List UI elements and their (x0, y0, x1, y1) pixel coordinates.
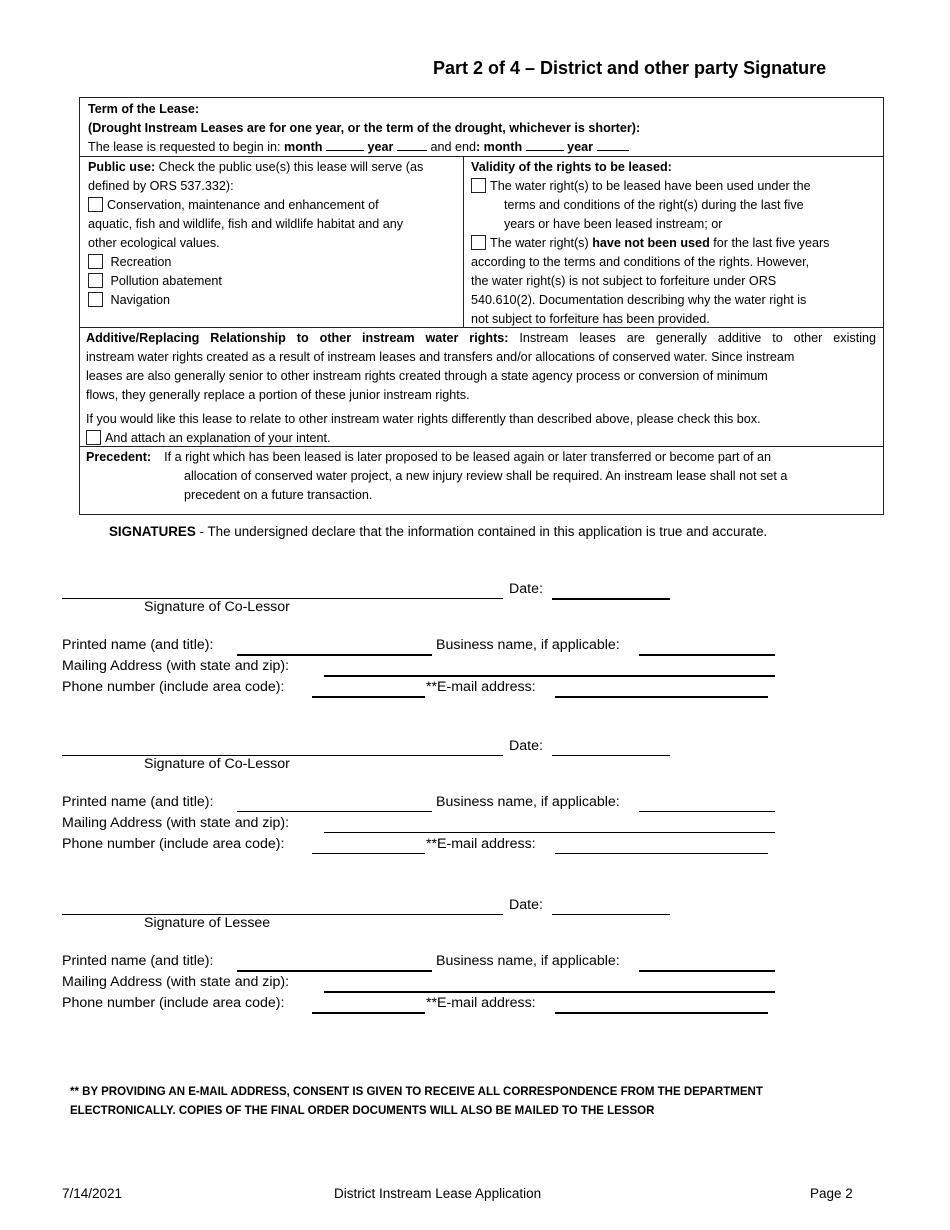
signature-line[interactable] (62, 584, 503, 599)
mailing-address-field[interactable] (324, 661, 775, 677)
phone-field[interactable] (312, 839, 425, 854)
recreation-label: Recreation (110, 255, 172, 269)
phone-field[interactable] (312, 682, 425, 698)
date-field[interactable] (552, 900, 670, 915)
printed-name-label: Printed name (and title): (62, 953, 214, 969)
used-rights-checkbox[interactable] (471, 178, 486, 193)
used-rights-label-3: years or have been leased instream; or (504, 217, 723, 231)
mailing-address-field[interactable] (324, 818, 775, 833)
begin-month-field[interactable] (326, 138, 364, 151)
end-year-label: year (567, 140, 594, 154)
conservation-label-3: other ecological values. (88, 236, 220, 250)
additive-line-3: leases are also generally senior to other instream rights created through a state agency process or conversion of minimum (86, 369, 768, 383)
footer-title: District Instream Lease Application (334, 1186, 542, 1201)
signature-caption: Signature of Co-Lessor (144, 756, 290, 772)
end-year-field[interactable] (597, 138, 629, 151)
validity-section (471, 158, 879, 329)
end-month-field[interactable] (526, 138, 564, 151)
printed-name-field[interactable] (237, 956, 432, 972)
signature-line[interactable] (62, 900, 503, 915)
email-label: **E-mail address: (426, 995, 536, 1011)
validity-heading: Validity of the rights to be leased: (471, 160, 672, 174)
end-month-label: : month (475, 140, 523, 154)
precedent-line-3: precedent on a future transaction. (184, 488, 373, 502)
business-name-field[interactable] (639, 956, 775, 972)
phone-label: Phone number (include area code): (62, 679, 285, 695)
signature-line[interactable] (62, 741, 503, 756)
declaration-text: - The undersigned declare that the information contained in this application is true and accurate. (195, 524, 768, 539)
signatures-declaration (109, 524, 767, 539)
email-field[interactable] (555, 839, 768, 854)
term-of-lease-section (80, 98, 891, 158)
public-use-intro-2: defined by ORS 537.332): (88, 179, 234, 193)
divider (80, 156, 883, 157)
printed-name-field[interactable] (237, 640, 432, 656)
precedent-heading: Precedent: (86, 450, 152, 464)
email-label: **E-mail address: (426, 836, 536, 852)
end-label: and end (430, 140, 476, 154)
conservation-label-2: aquatic, fish and wildlife, fish and wildlife habitat and any (88, 217, 404, 231)
additive-line-4: flows, they generally replace a portion of these junior instream rights. (86, 388, 470, 402)
footer-date: 7/14/2021 (62, 1186, 123, 1201)
mailing-address-label: Mailing Address (with state and zip): (62, 658, 290, 674)
additive-line-1: Instream leases are generally additive to other existing (508, 331, 877, 345)
printed-name-label: Printed name (and title): (62, 794, 214, 810)
date-label: Date: (509, 738, 543, 754)
printed-name-field[interactable] (237, 797, 432, 812)
term-dates-row (88, 138, 883, 157)
phone-label: Phone number (include area code): (62, 995, 285, 1011)
different-relationship-label: And attach an explanation of your intent. (105, 431, 331, 445)
business-name-field[interactable] (639, 797, 775, 812)
email-consent-notice (70, 1083, 790, 1121)
begin-label: The lease is requested to begin in: (88, 140, 285, 154)
additive-section (86, 329, 876, 448)
divider (80, 446, 883, 447)
mailing-address-field[interactable] (324, 977, 775, 993)
not-used-rights-checkbox[interactable] (471, 235, 486, 250)
begin-year-label: year (367, 140, 394, 154)
mailing-address-label: Mailing Address (with state and zip): (62, 974, 290, 990)
precedent-line-1: If a right which has been leased is later proposed to be leased again or later transferred or become part of an (164, 450, 772, 464)
divider (463, 156, 464, 327)
precedent-line-2: allocation of conserved water project, a new injury review shall be required. An instream lease shall not set a (184, 469, 788, 483)
public-use-heading: Public use: (88, 160, 156, 174)
business-name-label: Business name, if applicable: (436, 637, 620, 653)
public-use-section (88, 158, 460, 310)
public-use-intro: Check the public use(s) this lease will serve (as (155, 160, 424, 174)
conservation-checkbox[interactable] (88, 197, 103, 212)
conservation-label: Conservation, maintenance and enhancement of (107, 198, 379, 212)
date-field[interactable] (552, 741, 670, 756)
not-used-label-5: not subject to forfeiture has been provided. (471, 312, 710, 326)
footer-page-number: Page 2 (810, 1186, 853, 1201)
divider (80, 327, 883, 328)
additive-line-5: If you would like this lease to relate to other instream water rights differently than described above, please check this box. (86, 412, 761, 426)
printed-name-label: Printed name (and title): (62, 637, 214, 653)
declaration-bold: SIGNATURES (109, 524, 196, 539)
used-rights-label: The water right(s) to be leased have been used under the (490, 179, 811, 193)
email-label: **E-mail address: (426, 679, 536, 695)
term-heading: Term of the Lease: (88, 102, 200, 116)
email-field[interactable] (555, 682, 768, 698)
business-name-label: Business name, if applicable: (436, 953, 620, 969)
date-label: Date: (509, 897, 543, 913)
different-relationship-checkbox[interactable] (86, 430, 101, 445)
not-used-label-2: according to the terms and conditions of the rights. However, (471, 255, 810, 269)
signature-caption: Signature of Lessee (144, 915, 271, 931)
email-field[interactable] (555, 998, 768, 1014)
not-used-label-pre: The water right(s) (490, 236, 593, 250)
additive-heading: Additive/Replacing Relationship to other instream water rights: (86, 331, 509, 345)
recreation-checkbox[interactable] (88, 254, 103, 269)
navigation-label: Navigation (110, 293, 171, 307)
begin-month-label: month (284, 140, 323, 154)
navigation-checkbox[interactable] (88, 292, 103, 307)
additive-line-2: instream water rights created as a result of instream leases and transfers and/or allocations of conserved water. Since instream (86, 350, 795, 364)
precedent-section (86, 448, 876, 505)
business-name-field[interactable] (639, 640, 775, 656)
not-used-label-bold: have not been used (592, 236, 710, 250)
lease-terms-table (79, 97, 884, 515)
used-rights-label-2: terms and conditions of the right(s) during the last five (504, 198, 804, 212)
signature-caption: Signature of Co-Lessor (144, 599, 290, 615)
not-used-label-3: the water right(s) is not subject to forfeiture under ORS (471, 274, 777, 288)
business-name-label: Business name, if applicable: (436, 794, 620, 810)
not-used-label-4: 540.610(2). Documentation describing why the water right is (471, 293, 807, 307)
pollution-abatement-checkbox[interactable] (88, 273, 103, 288)
mailing-address-label: Mailing Address (with state and zip): (62, 815, 290, 831)
date-field[interactable] (552, 584, 670, 600)
phone-field[interactable] (312, 998, 425, 1014)
term-subheading: (Drought Instream Leases are for one year, or the term of the drought, whichever is shorter): (88, 121, 641, 135)
begin-year-field[interactable] (397, 138, 427, 151)
notice-line-2: ELECTRONICALLY. COPIES OF THE FINAL ORDER DOCUMENTS WILL ALSO BE MAILED TO THE LESSOR (70, 1105, 655, 1117)
page-title: Part 2 of 4 – District and other party Signature (433, 58, 827, 78)
not-used-label-post: for the last five years (709, 236, 830, 250)
phone-label: Phone number (include area code): (62, 836, 285, 852)
pollution-abatement-label: Pollution abatement (110, 274, 222, 288)
date-label: Date: (509, 581, 543, 597)
notice-line-1: ** BY PROVIDING AN E-MAIL ADDRESS, CONSENT IS GIVEN TO RECEIVE ALL CORRESPONDENCE FROM THE DEPARTMENT (70, 1086, 763, 1098)
